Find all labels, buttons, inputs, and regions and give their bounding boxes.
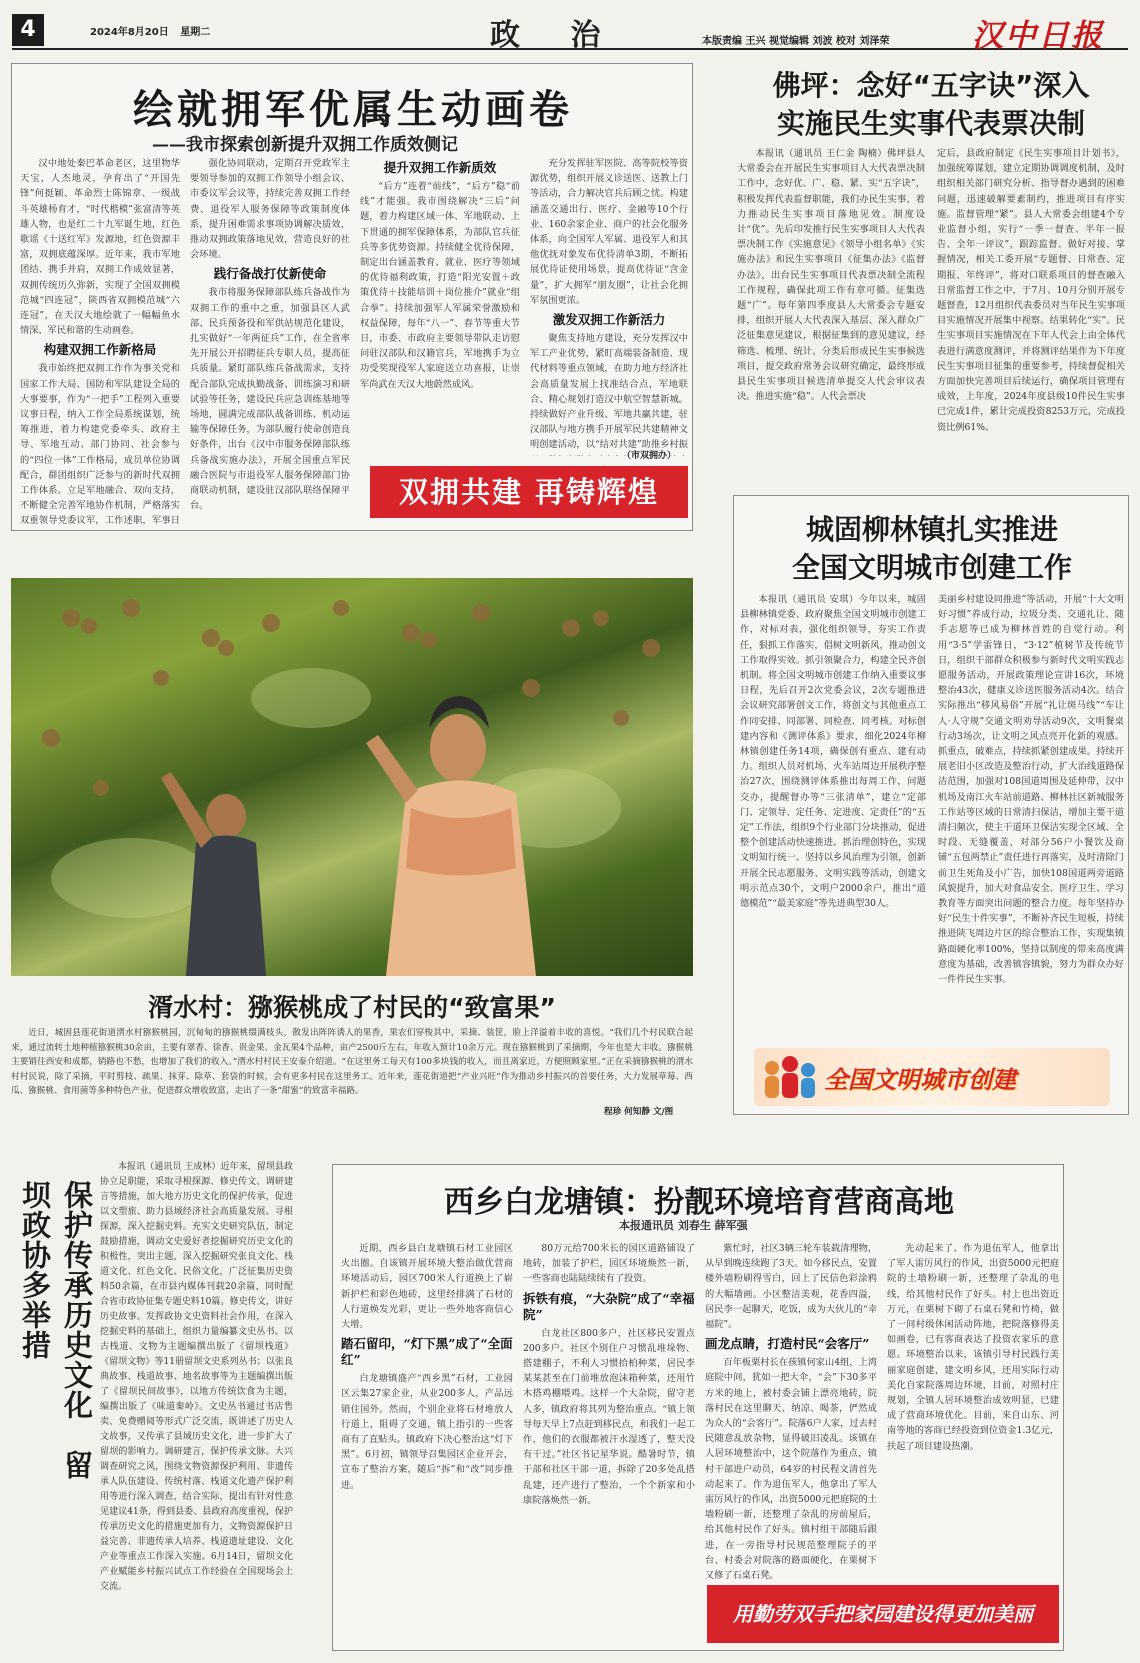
date-text: 2024年8月20日 <box>90 27 169 38</box>
weekday-text: 星期二 <box>180 27 211 38</box>
section-name: 政 治 <box>490 18 621 53</box>
page-number: 4 <box>12 14 44 46</box>
article-2-col-2: 定后，县政府制定《民生实事项目计划书》，加强统筹谋划，建立定期协调调度机制，及时组织相关部门研究分析、指导督办遇到的困难问题，迅速破解要素制约，推进项目有序实施。监督管理“紧”。县人大常委会组建4个专业监督小组，实行“一季一督查、半年一报告、全年一评议”，跟踪监督、做好对接、掌握情况，相关工委开展“专题督、日常查、定期报、年终评”，将对口联系项目的督查融入日常监督工作之中，于7月、10月分别开展专题督查，12月组织代表委员对当年民生实事项目实施情况开展集中视察。结果转化“实”。民生实事项目实施情况在下年人代会上由全体代表进行满意度测评，并将测评结果作为下年度民生实事项目征集的重要参考，持续督促相关方面加快完善项目后续运行，确保项目管理有成效，上年度，2024年度县级10件民生实事已完成1件，累计完成投资8253万元，完成投资比例61%。 <box>937 148 1125 433</box>
civilization-banner <box>754 1048 1110 1106</box>
article-5-para: 白龙塘镇盛产“西乡黑”石材，工业园区云集27家企业，从业200多人，产品远销住国外。然而，个别企业将石材堆放人行道上，阻碍了交通，镇上指引的一些客商有了直贴头。镇政府下决心整治这“灯下黑”。6月初，镇领导召集园区企业开会，宣布了整治方案，随后“拆”和“改”同步推进。 <box>341 1373 513 1491</box>
article-5-title: 西乡白龙塘镇：扮靓环境培育营商高地 <box>444 1185 954 1220</box>
article-5-para: 80万元给700米长的园区道路铺设了地砖，加装了护栏，园区环境焕然一新，一些客商也陆陆续续有了投资。 <box>523 1243 695 1285</box>
article-5-col-1 <box>341 1241 513 1646</box>
article-1-subhead-3: 提升双拥工作新质效 <box>383 160 497 175</box>
article-1-col-4 <box>530 156 688 456</box>
article-3-title-line-1: 城固柳林镇扎实推进 <box>805 513 1058 546</box>
kiwi-photo <box>11 578 693 976</box>
article-4-text: 本报讯（通讯员 王成林）近年来，留坝县政协立足职能，采取寻根探源、修史传文、调研建言等措施，加大地方历史文化的保护传承，促进以文塑旅、助力县域经济社会高质量发展。寻根探源，深入挖掘史料。充实文史研究队伍，制定鼓励措施，调动文史爱好者挖掘研究历史文化的积极性，突出主题，深入挖掘研究张良文化、栈道文化、红色文化、民俗文化，广泛征集历史资料50余篇，在市县内媒体刊载20余篇，同时配合省市政协征集专题史料10篇。修史传文，讲好历史故事。发挥政协文史资料社会作用，在深入挖掘史料的基础上，组织力量编纂文史丛书。以古栈道、文物为主题编撰出版了《留坝栈道》《留坝文物》等11册留坝文史系列丛书；以张良典故事、栈道故事、地名故事等为主题编撰出版了《留坝民间故事》，以地方传统饮食为主题，编撰出版了《味道秦岭》。文史丛书通过书店售卖、免费赠阅等形式广泛交流，既讲述了历史人文故事，又传承了县域历史文化，进一步扩大了留坝的影响力。调研建言，保护传承文脉。大兴调查研究之风，围绕文物资源保护利用、非遗传承人队伍建设、传统村落、栈道文化遗产保护利用等进行深入调查，结合实际，提出有针对性意见建议41条，得到县委、县政府高度重视，保护传承历史文化的措施更加有力，文物资源保护日益完善、非遗传承人培养、栈道遗址建设、文化产业等重点工作深入实施。6月14日，留坝文化产业赋能乡村振兴试点工作经验在全国现场会上交流。 <box>100 1162 293 1592</box>
article-5-para: 近期，西乡县白龙塘镇石材工业园区火出圈。自该镇开展环境大整治做优营商环境活动后，园区700米人行道换上了崭新护栏和彩色地砖，这里经排满了石材的人行道焕发光彩，更让一些外地客商信心大增。 <box>341 1243 513 1331</box>
article-1-col-2 <box>190 156 350 528</box>
article-1-para: 聚焦支持地方建设，充分发挥汉中军工产业优势，紧盯高端装备制造、现代材料等重点领域，在助力地方经济社会高质量发展上找准结合点，军地联合、精心规划打造汉中航空智慧新城。持续做好产业升级、军地共赢共建，驻汉部队与地方携手开展军民共建精神文明创建活动，以“结对共建”助推乡村振 <box>530 333 688 451</box>
page-header <box>12 10 1128 54</box>
article-5-byline: 本报通讯员 刘春生 薛军强 <box>619 1219 748 1232</box>
article-1-para: 我市始终把双拥工作作为事关党和国家工作大局、国防和军队建设全局的大事要事，作为“一把手”工程列入重要议事日程，纳入工作全局系统谋划，统筹推进，着力构建党委牵头、政府主导、军地互动、部门协同、社会参与的“四位一体”工作格局，成员单位协调配合，群团组织广泛参与的新时代双拥工作体系。立足军地融合、双向支持，不断健全完善军地协作机制，严格落实双重领导党委议军，工作述职，军事日 <box>20 363 180 527</box>
article-1-col-1 <box>20 156 180 528</box>
article-5-para: 白龙社区800多户，社区移民安置点200多户。社区个别住户习惯乱堆垛物、搭建棚子，不利人习惯拾柏种菜，居民李某某甚至在门前堆放泡沫箱种菜，还用竹木搭鸡棚喂鸡。这样一个大杂院，留守老人多，镇政府将其列为整治重点。“镇上领导每天早上7点赶到移民点，和我们一起工作，他们的衣服都被汗水湿透了，整天没有干过。”社区书记星华说。酷暑时节，镇干部和社区干部一道，拆除了20多处乱搭乱建，还产进行了整治，一个个新家和小康院落焕然一新。 <box>523 1327 695 1506</box>
article-5-para: 百年板栗村长在孩镇何家山4组，上湾庭院中间，犹如一把大伞，“会”下30多平方米的地上，被村委会铺上漂亮地砖，院落村民在这里聊天、纳凉、喝茶，俨然成为众人的“会客厅”。院落6户人家，过去村民随意乱放杂物，显得破旧凌乱。该镇在人居环境整治中，这个院落作为重点，镇村干部进户动员，64岁的村民程文清首先动起来了。作为退伍军人，他拿出了军人雷厉风行的作风，出资5000元把庭院的土墙粉刷一新，还整理了杂乱的房前屋后，给其他村民作了好头。镇村组干部随后跟进，在一旁指导村民规范整理院子的平台、村委会对院落的路面硬化，在栗树下又修了石桌石凳。 <box>705 1357 877 1582</box>
article-1-para: 充分发挥驻军医院、高等院校等资源优势，组织开展义诊送医、送教上门等活动，合力解决官兵后顾之忧。构建涵盖交通出行、医疗、金融等10个行业、160余家企业、商户的社会化服务体系，向全国军人军属、退役军人和其他优抚对象发布优待清单3期，不断拓展优待证使用场景，提高优待证“含金量”，扩大拥军“朋友圈”，让社会化拥军氛围更浓。 <box>530 158 688 306</box>
article-1-banner: 双拥共建 再铸辉煌 <box>370 466 688 518</box>
photo-credit: 程珍 何知静 文/图 <box>604 1107 674 1117</box>
article-1-col-3 <box>360 156 520 456</box>
article-3-col-1: 本报讯（通讯员 安琪）今年以来，城固县柳林镇党委、政府聚焦全国文明城市创建工作，对标对表，强化组织领导，夯实工作责任，狠抓工作落实，倡树文明新风，推动创文工作取得实效。抓引领聚合力，构建全民齐创机制。将全国文明城市创建工作纳入重要议事日程，先后召开2次党委会议，2次专题推进会议研究部署创文工作，将创文与其他重点工作同安排、同部署、同检查、同考核。对标创建内容和《测评体系》要求，细化2024年柳林镇创建任务14项，确保创有重点、建有动力。组织人员对机场、火车站周边开展秩序整治27次，围绕测评体系推出每周工作，问题交办，提醒督办等“三张清单”，建立“定部门、定领导、定任务、定进度、定责任”的“五定”工作法，组织9个行业部门分块推动，促进整个创建活动快速推进。抓治理创特色，实现文明知行统一。坚持以乡风治理为引领，创新开展全民志愿服务、文明实践等活动，创建文明示范点30个，文明户2000余户，推出“道德模范”“最美家庭”等先进典型30人。 <box>740 594 926 910</box>
article-1-credit: （市双拥办） <box>622 451 677 461</box>
article-5-subhead-3: 画龙点睛，打造村民“会客厅” <box>705 1336 870 1352</box>
photo-story-text: 近日，城固县莲花街道湑水村猕猴桃园，沉甸甸的猕猴桃缀满枝头，散发出阵阵诱人的果香，果农们穿梭其中，采摘、装筐，脸上洋溢着丰收的喜悦。“我们几个村民联合起来，通过流转土地种植猕猴桃30余亩，主要有翠香、徐香、贵金果、金瓦果4个品种，亩产2500斤左右，年收入预计10余万元。现在猕猴桃到了采摘期，今年也是大丰收。猕猴桃主要销往西安和成都，销路也不愁，也增加了我们的收入。”湑水村村民王安泰介绍道。“在这里务工每天有100多块钱的收入，而且离家近，方便照顾家里。”正在采摘猕猴桃的湑水村村民说，除了采摘，平时剪枝、疏果、抹芽、除草、套袋的时候，会有更多村民在这里务工。近年来，莲花街道把“产业兴旺”作为推动乡村振兴的首要任务，大力发展草莓、西瓜、猕猴桃、食用菌等多种特色产业，促进群众增收致富，走出了一条“甜蜜”的致富幸福路。 <box>11 1028 693 1097</box>
article-2-title-line-2: 实施民生实事代表票决制 <box>776 107 1085 140</box>
article-3-col-2: 美丽乡村建设同推进”等活动，开展“十大文明好习惯”养成行动，垃圾分类、交通礼让、随手志愿等已成为柳林首姓的自觉行动。利用“3·5”学雷锋日，“3·12”植树节及传统节日，组织干部群众积极参与新时代文明实践志愿服务活动，开展政策理论宣讲16次，环境整治43次，健康义诊送医服务活动4次。结合实际推出“移风易俗”开展“礼让斑马线”“车让人·人守规”交通文明劝导活动9次，文明餐桌行动3场次，让文明之风点亮开化新的观感。抓重点，破难点，持续抓紧创建成果。持续开展老旧小区改造及整治行动，扩大治线道路保洁范围，加强对108国道周围及延伸带，汉中机场及南江火车站前道路、柳林社区新城服务工作站等区域的日常清扫保洁，增加主要干道清扫频次，使主干道环卫保洁实现全区域、全时段、无缝覆盖，对部分56户小餐饮及商铺“五包两禁止”责任进行再落实，及时清除门前卫生死角及小广告，加快108国道两旁道路风貌提升，加大对食品安全、医疗卫生、学习教育等方面突出问题的整合力度。每年坚持办好“民生十件实事”，不断补齐民生短板，持续推进陕飞周边片区的综合整治工作，实现集镇路面硬化率100%，坚持以制度的带来高度满意度为基础，改善镇容镇貌，努力为群众办好一件件民生实事。 <box>938 594 1124 986</box>
article-5-para: 先动起来了。作为退伍军人，他拿出了军人雷厉风行的作风，出资5000元把庭院的土墙粉刷一新，还整理了杂乱的电线，给其他村民作了好头。村上也出资近万元，在栗树下砌了石桌石凳和竹椅，做了一间村级休闲活动阵地，把院落修得美如画卷，已有客商表达了投资农家乐的意愿。环境整治以来，该镇引导村民践行美丽家庭创建，建文明乡风，还用实际行动美化自家院落周边环境，目前，对照村庄规划，全镇人居环境整治成效明显，已建成了营商环境优化。目前，来自山东、河南等地的客商已经投资到位资金1.3亿元，扶起了项目建设热潮。 <box>887 1243 1059 1452</box>
article-bailongtang <box>332 1164 1064 1651</box>
article-1-subhead-2: 践行备战打仗新使命 <box>213 266 327 282</box>
article-2-title-line-1: 佛坪：念好“五字诀”深入 <box>772 69 1090 102</box>
newspaper-logo: 汉中日报 <box>972 18 1104 54</box>
article-1-para: “后方”连着“前线”，“后方”稳“前线”才能强。我市围绕解决“三后”问题，着力构建区域一体、军地联动、上下贯通的拥军保障体系，为部队官兵征兵等多优势资源。持续健全优待保障，制定出台涵盖教育、就业、医疗等领域的优待福利政策，打造“阳光安置＋政策优待＋技能培训＋岗位推介”就业“组合拳”。持续加强军人军属荣誉激励和权益保障，每年“八一”、春节等重大节日，市委、市政府主要领导带队走访慰问驻汉部队和汉籍官兵，军地携手为立功受奖现役军人家庭送立功喜报，让崇军尚武在天汉大地蔚然成风。 <box>360 181 520 390</box>
article-foping <box>733 60 1129 468</box>
article-1-subtitle: ——我市探索创新提升双拥工作质效侧记 <box>152 135 458 155</box>
editors-line: 本版责编 王兴 视觉编辑 刘波 校对 刘泽荣 <box>702 36 890 47</box>
article-5-col-2 <box>523 1241 695 1646</box>
civilization-banner-text: 全国文明城市创建 <box>824 1066 1016 1094</box>
issue-date <box>90 23 210 38</box>
article-1-para: 汉中地处秦巴革命老区，这里物华天宝，人杰地灵，孕育出了“开国先锋”何挺颖、革命烈士陈锦章、一级战斗英雄杨育才，“时代楷模”张富清等英雄人物，也是红二十九军诞生地，红色歌谣《十送红军》发源地，红色资源丰富，双拥底蕴深厚。近年来，我市军地团结、携手并肩，双拥工作成效显著，双拥传统历久弥新，实现了全国双拥模范城“四连冠”，陕西省双拥模范城“六连冠”，在天汉大地绘就了一幅幅鱼水情深、军民和谐的生动画卷。 <box>20 158 180 337</box>
article-1-title: 绘就拥军优属生动画卷 <box>133 87 573 133</box>
crowd-icon <box>760 1052 820 1102</box>
article-5-para: 紫忙时，社区3辆三轮车装载清理物，从早到晚连续跑了3天。如今移民点，安置楼外墙粉刷得雪白，回上了民信色彩涂鸦的大幅墙画。小区整洁美观，花香四溢，居民李一起聊天，吃饭，成为大伙儿的“幸福院”。 <box>705 1243 877 1331</box>
article-liuba-title <box>8 1180 98 1480</box>
photo-caption: 湑水村：猕猴桃成了村民的“致富果” <box>148 993 556 1022</box>
article-1-para: 我市将服务保障部队练兵备战作为双拥工作的重中之重，加强县区人武部、民兵预备役和军供站规范化建设，扎实做好“一年两征兵”工作，在全省率先开展公开招聘征兵专职人员，提高征兵质量。紧盯部队练兵备战需求，支持配合部队完成执勤战备、训练演习和研试验等任务，建设民兵应急训练基地等场地，圆满完成部队战备训练、机动运输等保障任务，为部队履行使命创造良好条件，出台《汉中市服务保障部队练兵备战实施办法》，开展全国重点军民融合医院与市退役军人服务保障部门协商联动机制，建设驻汉部队联络保障平台。 <box>190 287 350 512</box>
article-1-subhead-1: 构建双拥工作新格局 <box>43 342 157 358</box>
article-1-subhead-4: 激发双拥工作新活力 <box>552 312 666 328</box>
article-1-para: 强化协同联动，定期召开党政军主要领导参加的双拥工作领导小组会议、市委议军会议等，持续完善双拥工作经费、退役军人服务保障等政策制度体系，提升困难需求事项协调解决质效，推动双拥政策落地见效，营造良好的社会环境。 <box>190 158 350 261</box>
article-5-banner-text: 用勤劳双手把家园建设得更加美丽 <box>733 1602 1033 1626</box>
article-3-title-line-2: 全国文明城市创建工作 <box>791 551 1072 584</box>
article-5-subhead-1: 踏石留印，“灯下黑”成了“全面红” <box>341 1336 513 1368</box>
article-4-title: 保护传承历史文化 留坝政协多举措 <box>18 1180 94 1480</box>
article-2-col-1: 本报讯（通讯员 王仁金 陶楠）佛坪县人大常委会在开展民生实事项目人大代表票决制工作中，念好优、广、稳、紧、实“五字诀”，积极发挥代表监督职能，我们办民生实事、着力推动民生实事项目落地见效。制度设计“优”。先后印发推行民生实事项目人大代表票决制工作《实施意见》《领导小组名单》《实施办法》和民生实事项目《征集办法》《监督办法》，出台民生实事项目代表票决制全流程工作规程，确保此项工作有章可循。征集选题“广”。每年第四季度县人大常委会专题安排，组织开展人大代表深入基层、深入群众广泛征集意见建议，根据征集到的意见建议，经筛选、梳理、统计、分类后形成民生实事候选项目，提交政府常务会议研究确定，最终形成县民生实事项目候选清单提交人代会审议表决。推进实施“稳”。人代会票决 <box>737 148 925 403</box>
article-5-col-4 <box>887 1241 1059 1577</box>
article-double-support <box>11 63 693 531</box>
kiwi-orchard-illustration <box>11 578 693 976</box>
article-liulin <box>733 495 1129 1115</box>
article-5-banner <box>707 1585 1059 1643</box>
article-5-subhead-2: 拆铁有痕，“大杂院”成了“幸福院” <box>523 1290 695 1322</box>
